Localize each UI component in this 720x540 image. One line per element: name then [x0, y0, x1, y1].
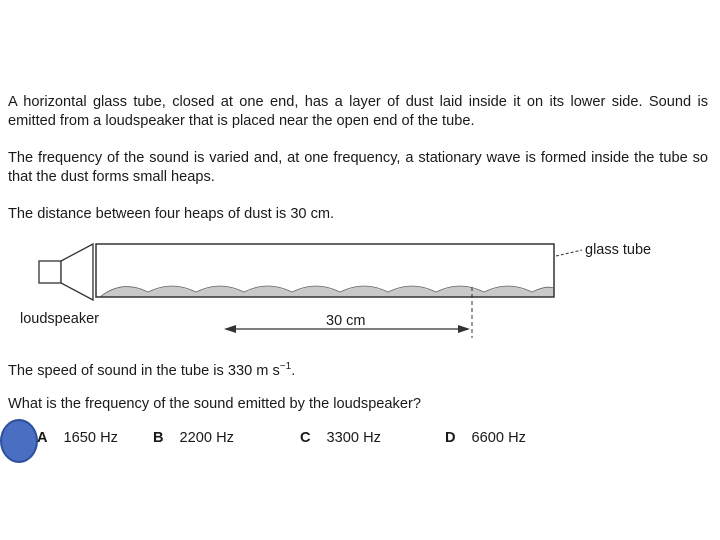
option-a[interactable]: [37, 428, 118, 448]
option-c-letter: C: [300, 430, 311, 446]
arrowhead-left-icon: [224, 325, 236, 333]
speed-text: The speed of sound in the tube is 330 m s: [8, 363, 280, 379]
option-d[interactable]: [445, 428, 526, 448]
option-a-text: 1650 Hz: [63, 430, 118, 446]
glass-tube-label: glass tube: [585, 242, 652, 258]
question-paragraph-2: The frequency of the sound is varied and, at one frequency, a stationary wave is formed inside the tube so that the dust forms small heaps.: [8, 150, 708, 185]
question-paragraph-3: The distance between four heaps of dust is 30 cm.: [8, 206, 335, 222]
glass-tube-leader: [556, 250, 582, 256]
arrowhead-right-icon: [458, 325, 470, 333]
loudspeaker-icon: [39, 244, 93, 300]
answer-marker: [0, 419, 38, 463]
option-a-letter: A: [37, 430, 48, 446]
loudspeaker-label: loudspeaker: [20, 311, 99, 327]
speed-end: .: [291, 363, 296, 379]
question-paragraph-1: A horizontal glass tube, closed at one end, has a layer of dust laid inside it on its lower side. Sound is emitted from a loudspeaker that is placed near the open end of the tube.: [8, 94, 708, 129]
dust-heaps: [100, 286, 554, 297]
option-d-letter: D: [445, 430, 456, 446]
distance-label: 30 cm: [326, 313, 366, 329]
option-d-text: 6600 Hz: [471, 430, 526, 446]
option-b-text: 2200 Hz: [179, 430, 234, 446]
speed-exponent: −1: [279, 361, 292, 372]
option-c[interactable]: [300, 428, 381, 448]
option-b[interactable]: [153, 428, 234, 448]
option-b-letter: B: [153, 430, 164, 446]
option-c-text: 3300 Hz: [326, 430, 381, 446]
tube-diagram: [0, 230, 720, 345]
speed-statement: [8, 357, 708, 381]
question-prompt: What is the frequency of the sound emitted by the loudspeaker?: [8, 396, 421, 412]
